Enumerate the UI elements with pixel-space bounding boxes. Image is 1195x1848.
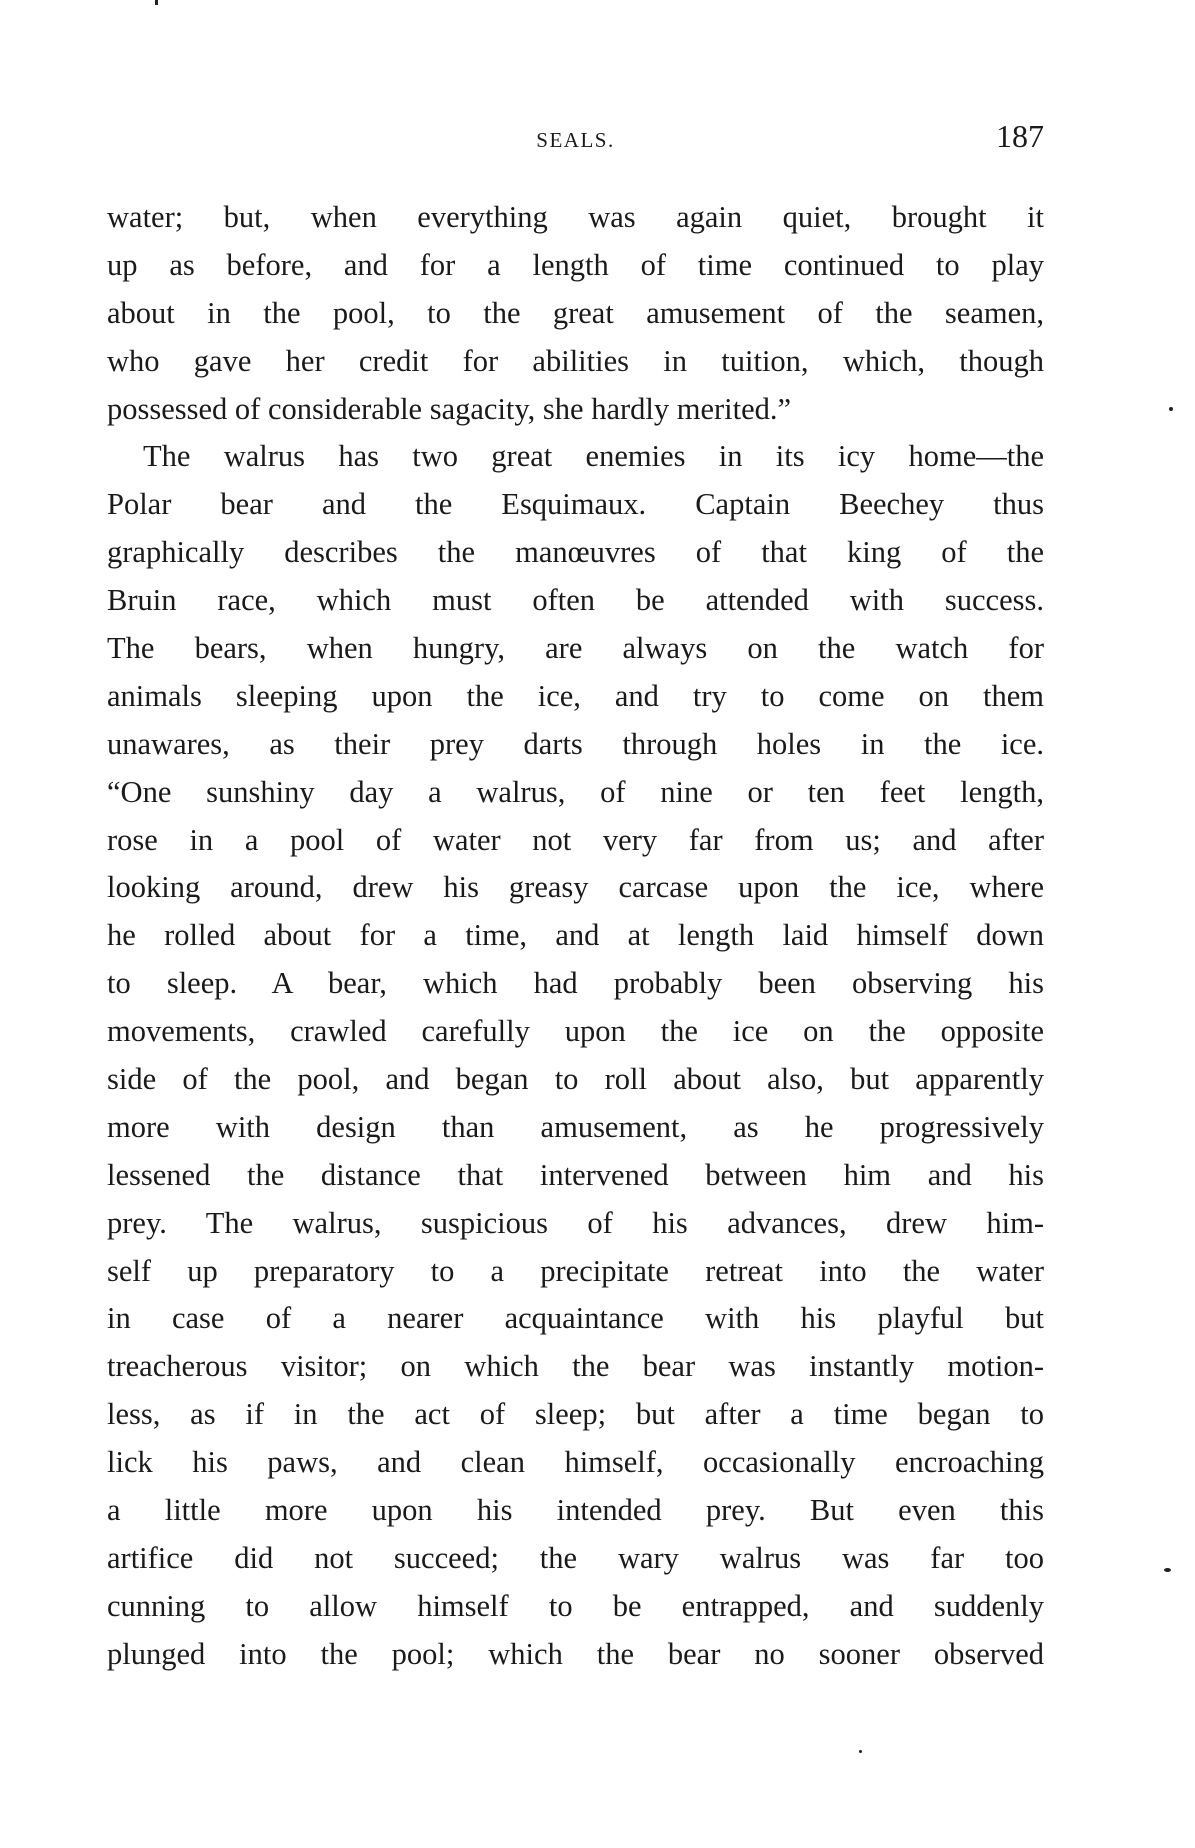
text-line: more with design than amusement, as he progressively (107, 1109, 1044, 1144)
text-line: graphically describes the manœuvres of that king of the (107, 535, 1044, 570)
text-line: “One sunshiny day a walrus, of nine or ten feet length, (107, 774, 1044, 809)
text-line: unawares, as their prey darts through holes in the ice. (107, 726, 1044, 761)
text-line: water; but, when everything was again quiet, brought it (107, 200, 1044, 234)
text-line: movements, crawled carefully upon the ice on the opposite (107, 1014, 1044, 1049)
speck-mark (1164, 1568, 1171, 1572)
text-line: to sleep. A bear, which had probably been observing his (107, 966, 1044, 1001)
speck-mark (859, 1750, 862, 1753)
text-line: artifice did not succeed; the wary walrus was far too (107, 1540, 1044, 1575)
text-line: about in the pool, to the great amusement of the seamen, (107, 295, 1044, 330)
text-line: self up preparatory to a precipitate retreat into the water (107, 1253, 1044, 1288)
text-line: prey. The walrus, suspicious of his advances, drew him- (107, 1205, 1044, 1240)
text-line: Bruin race, which must often be attended with success. (107, 583, 1044, 618)
text-line: side of the pool, and began to roll about also, but apparently (107, 1062, 1044, 1097)
text-line: possessed of considerable sagacity, she hardly merited.” (107, 391, 792, 426)
speck-mark (1169, 407, 1173, 411)
text-line: plunged into the pool; which the bear no sooner observed (107, 1636, 1044, 1671)
running-title: SEALS. (536, 128, 615, 152)
text-line: The bears, when hungry, are always on the watch for (107, 631, 1044, 666)
page-header (107, 118, 1044, 158)
text-line: lessened the distance that intervened between him and his (107, 1157, 1044, 1192)
text-line: cunning to allow himself to be entrapped, and suddenly (107, 1588, 1044, 1623)
text-line: a little more upon his intended prey. But even this (107, 1493, 1044, 1528)
text-line: less, as if in the act of sleep; but after a time began to (107, 1397, 1044, 1432)
text-line: up as before, and for a length of time continued to play (107, 247, 1044, 282)
text-line: The walrus has two great enemies in its icy home—the (143, 439, 1044, 474)
page-body-text (107, 194, 1044, 1679)
text-line: treacherous visitor; on which the bear was instantly motion- (107, 1349, 1044, 1384)
text-line: he rolled about for a time, and at length laid himself down (107, 918, 1044, 953)
text-line: animals sleeping upon the ice, and try to come on them (107, 678, 1044, 713)
text-line: Polar bear and the Esquimaux. Captain Beechey thus (107, 487, 1044, 522)
text-line: in case of a nearer acquaintance with his playful but (107, 1301, 1044, 1336)
page-number: 187 (996, 118, 1044, 154)
text-line: rose in a pool of water not very far from us; and after (107, 822, 1044, 857)
text-line: lick his paws, and clean himself, occasionally encroaching (107, 1445, 1044, 1480)
text-line: who gave her credit for abilities in tuition, which, though (107, 343, 1044, 378)
text-line: looking around, drew his greasy carcase upon the ice, where (107, 870, 1044, 905)
speck-mark (155, 0, 158, 5)
